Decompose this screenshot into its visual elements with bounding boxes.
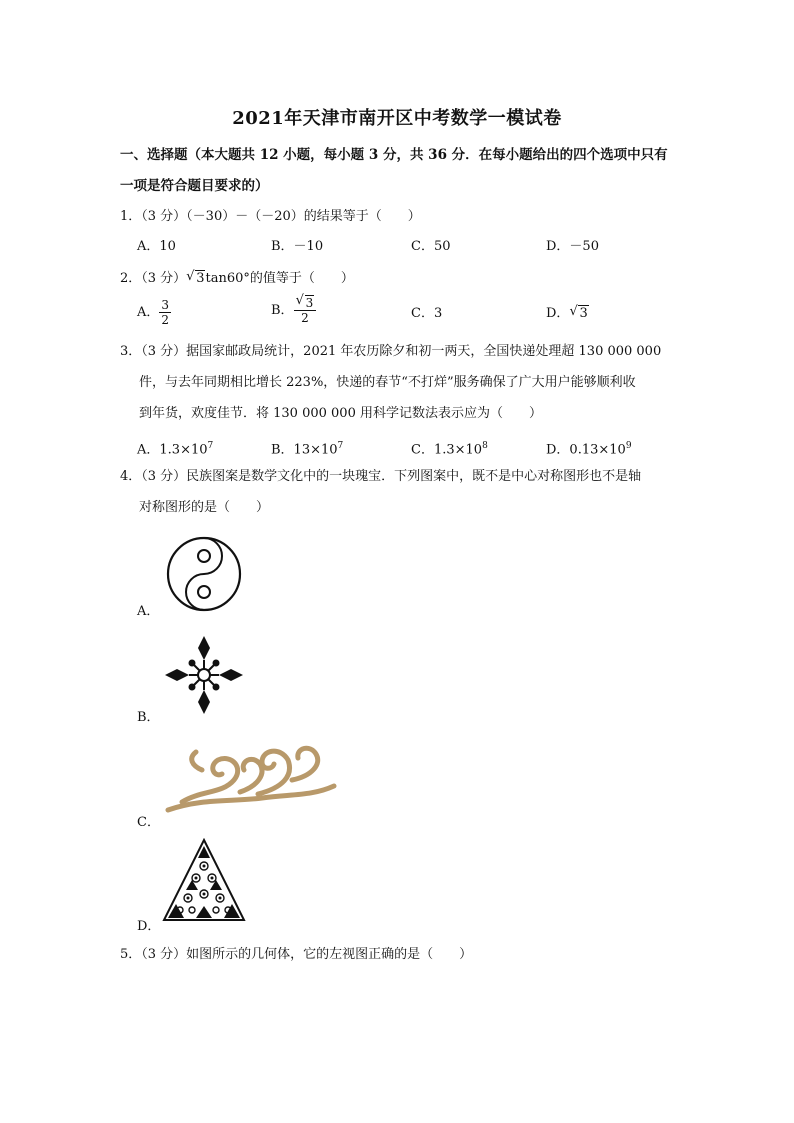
q4-label-c: C． xyxy=(137,815,160,830)
question-4-line-1: 4．（3 分）民族图案是数学文化中的一块瑰宝．下列图案中，既不是中心对称图形也不是轴 xyxy=(120,469,642,484)
page-title: 2021年天津市南开区中考数学一模试卷 xyxy=(232,108,562,129)
q1-option-b: B．－10 xyxy=(271,239,324,254)
q1-option-c: C．50 xyxy=(411,239,451,254)
q2-option-c: C．3 xyxy=(411,306,443,321)
q2-prefix: 2．（3 分） xyxy=(120,271,187,286)
q2-a-numerator: 3 xyxy=(161,298,170,312)
q4-label-d: D． xyxy=(137,919,161,934)
q2-a-label: A． xyxy=(137,305,160,320)
q4-label-b: B． xyxy=(137,710,160,725)
yin-yang-figure xyxy=(165,535,243,613)
section-heading-line-1: 一、选择题（本大题共 12 小题，每小题 3 分，共 36 分．在每小题给出的四个选项中只有 xyxy=(120,147,668,163)
floral-cross-figure xyxy=(163,634,245,716)
q3-c-exponent: 8 xyxy=(482,441,488,451)
q2-a-fraction xyxy=(159,298,171,327)
question-2-text xyxy=(120,270,354,288)
q2-option-b xyxy=(271,293,316,325)
q2-b-numerator: √ 3 xyxy=(294,296,317,311)
q3-d-exponent: 9 xyxy=(625,441,632,451)
question-5-text: 5．（3 分）如图所示的几何体，它的左视图正确的是（ ） xyxy=(120,947,473,962)
ornate-triangle-figure xyxy=(162,838,246,924)
question-3-line-3: 到年货，欢度佳节．将 130 000 000 用科学记数法表示应为（ ） xyxy=(139,406,542,421)
q2-option-d xyxy=(546,305,589,323)
question-3-line-2: 件，与去年同期相比增长 223%，快递的春节“不打烊”服务确保了广大用户能够顺利收 xyxy=(139,375,636,390)
q2-suffix: tan60°的值等于（ ） xyxy=(205,271,354,286)
q1-option-d: D．－50 xyxy=(546,239,599,254)
section-heading-line-2: 一项是符合题目要求的） xyxy=(120,178,269,194)
cloud-pattern-figure xyxy=(162,740,338,816)
q3-d-base: D．0.13×10 xyxy=(546,442,626,458)
question-1-text: 1．（3 分）（－30）－（－20）的结果等于（ ） xyxy=(120,209,421,224)
q2-b-denominator: 2 xyxy=(301,311,309,325)
question-4-line-2: 对称图形的是（ ） xyxy=(139,500,270,515)
q2-sqrt: √ 3 xyxy=(186,269,205,286)
q2-b-label: B． xyxy=(271,303,294,318)
q3-option-b xyxy=(271,437,343,459)
q3-option-d xyxy=(546,437,632,459)
q4-label-a: A． xyxy=(137,604,160,619)
q3-b-base: B．13×10 xyxy=(271,442,338,458)
q2-d-label: D． xyxy=(546,306,570,321)
q2-b-radicand: 3 xyxy=(305,296,314,310)
q2-d-sqrt: √ 3 xyxy=(569,304,588,321)
q3-a-base: A．1.3×10 xyxy=(137,442,208,458)
q2-d-radicand: 3 xyxy=(579,306,588,321)
q3-option-c xyxy=(411,437,488,459)
q2-option-a xyxy=(137,298,171,327)
q2-b-fraction xyxy=(294,293,317,325)
q2-radicand: 3 xyxy=(196,271,205,286)
q3-b-exponent: 7 xyxy=(337,441,344,451)
q1-option-a: A．10 xyxy=(137,239,176,254)
question-3-line-1: 3．（3 分）据国家邮政局统计，2021 年农历除夕和初一两天，全国快递处理超 130 000 000 xyxy=(120,344,662,359)
q3-c-base: C．1.3×10 xyxy=(411,442,483,458)
q3-a-exponent: 7 xyxy=(207,441,214,451)
q2-a-denominator: 2 xyxy=(161,313,170,327)
q3-option-a xyxy=(137,437,213,459)
